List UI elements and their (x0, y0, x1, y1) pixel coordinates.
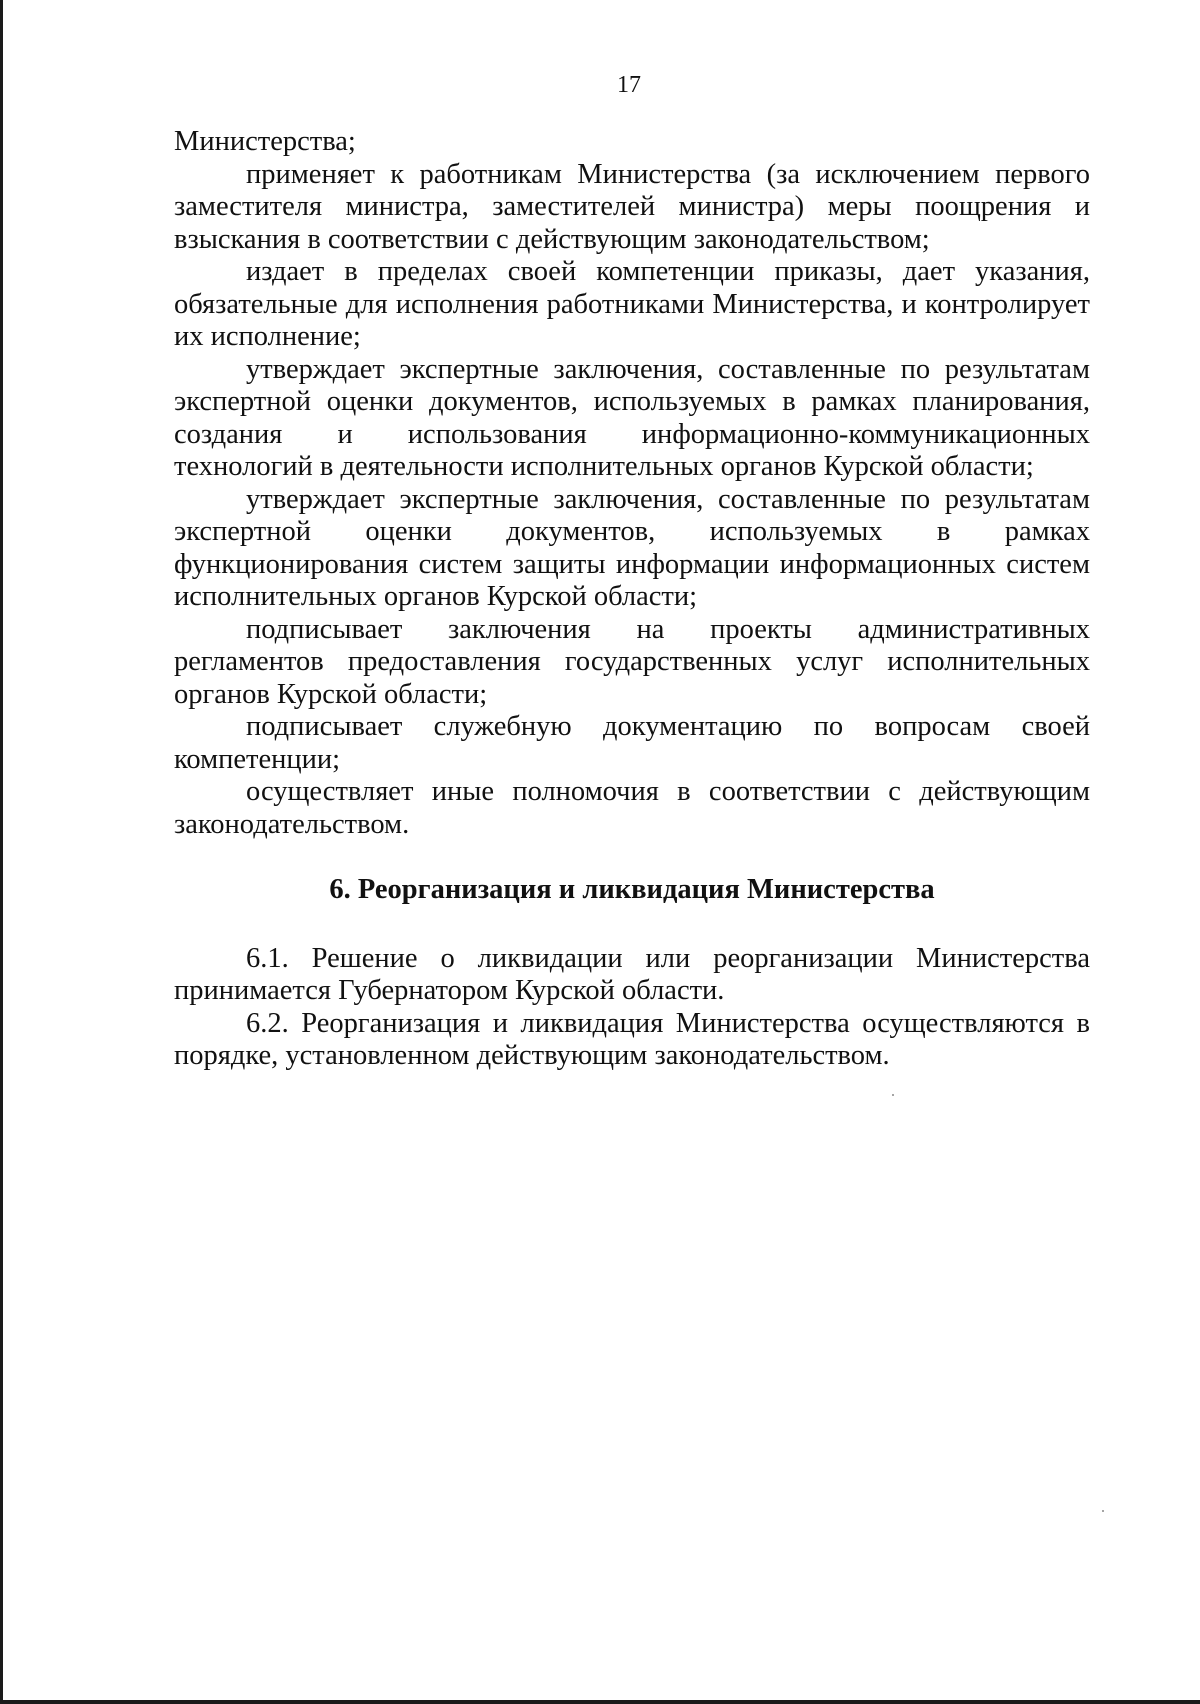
section-paragraph: 6.2. Реорганизация и ликвидация Министерства осуществляются в порядке, установленном действующим законодательством. (174, 1007, 1090, 1071)
scan-left-edge (0, 0, 3, 1704)
scan-speck (892, 1094, 894, 1096)
paragraph: подписывает служебную документацию по вопросам своей компетенции; (174, 711, 1090, 775)
scan-bottom-edge (0, 1700, 1200, 1704)
paragraph: утверждает экспертные заключения, составленные по результатам экспертной оценки документов, используемых в рамках функционирования систем защиты информации информационных систем исполнительных органов Курской области; (174, 483, 1090, 612)
paragraph: применяет к работникам Министерства (за исключением первого заместителя министра, заместителей министра) меры поощрения и взыскания в соответствии с действующим законодательством; (174, 158, 1090, 255)
document-body (174, 126, 1090, 1073)
paragraph: осуществляет иные полномочия в соответствии с действующим законодательством. (174, 776, 1090, 840)
section-paragraph: 6.1. Решение о ликвидации или реорганизации Министерства принимается Губернатором Курской области. (174, 942, 1090, 1006)
paragraph: издает в пределах своей компетенции приказы, дает указания, обязательные для исполнения работниками Министерства, и контролирует их исполнение; (174, 256, 1090, 352)
scan-speck (1102, 1510, 1104, 1512)
paragraph: утверждает экспертные заключения, составленные по результатам экспертной оценки документов, используемых в рамках планирования, создания и использования информационно-коммуникационных технологий в деятельности исполнительных органов Курской области; (174, 353, 1090, 482)
paragraph: Министерства; (174, 126, 356, 157)
page-number: 17 (617, 72, 641, 98)
section-heading: 6. Реорганизация и ликвидация Министерства (329, 874, 935, 905)
paragraph: подписывает заключения на проекты административных регламентов предоставления государственных услуг исполнительных органов Курской области; (174, 613, 1090, 710)
